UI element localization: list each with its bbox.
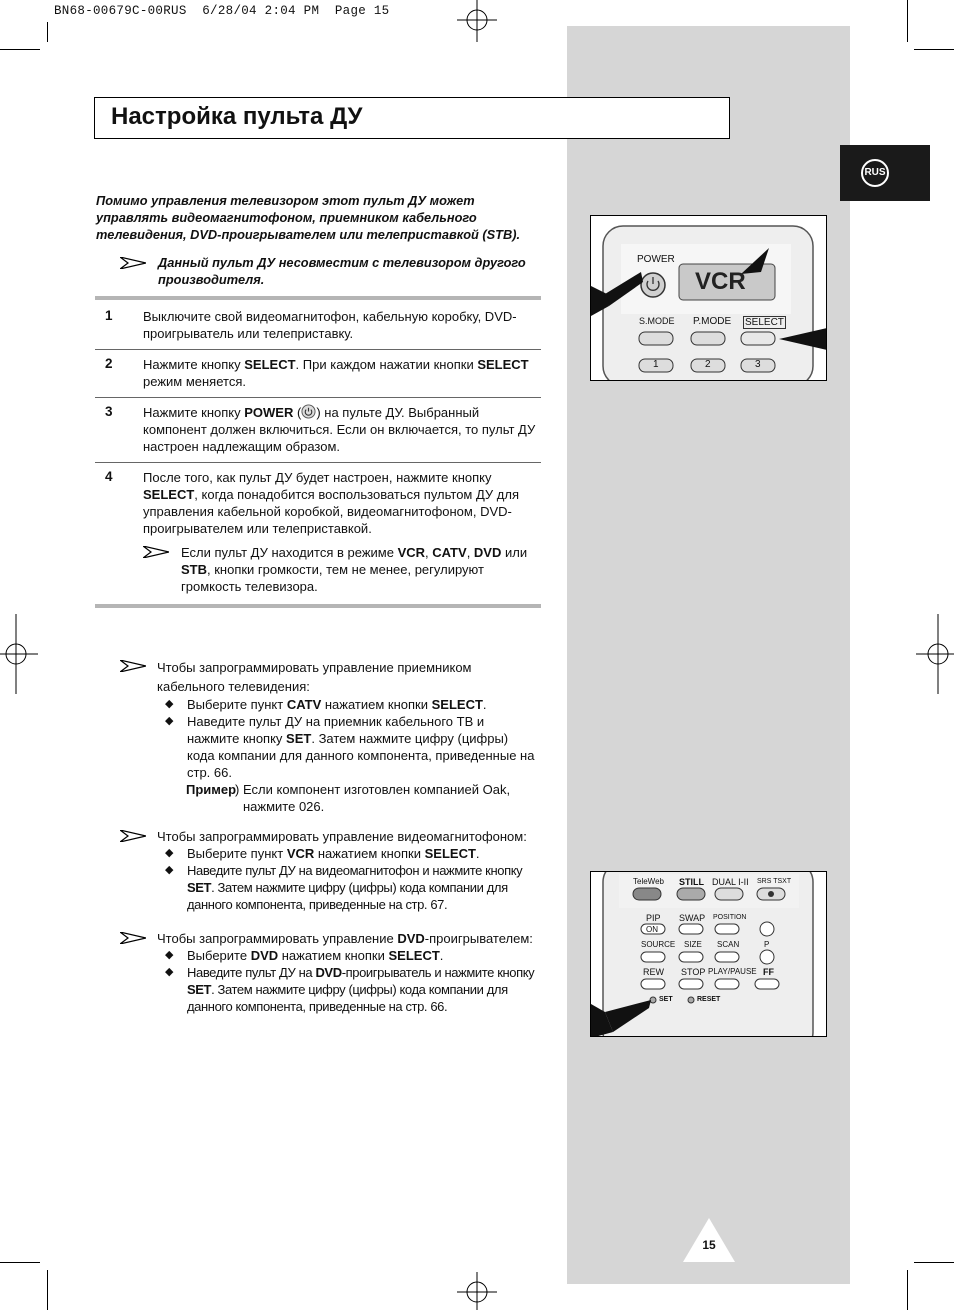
language-badge: RUS: [861, 159, 889, 187]
registration-mark-top: [457, 0, 497, 42]
remote-figure-top: [590, 215, 827, 381]
power-label: POWER: [637, 254, 675, 265]
digit-button[interactable]: 2: [705, 359, 711, 370]
diamond-bullet-icon: ◆: [165, 698, 174, 710]
note-arrow-icon: [120, 660, 146, 672]
remote-illustration: [591, 872, 827, 1037]
step-number: 4: [105, 469, 113, 484]
page-title: Настройка пульта ДУ: [111, 103, 363, 130]
diamond-bullet-icon: ◆: [165, 966, 174, 978]
list-item: ◆ Выберите пункт VCR нажатием кнопки SELECT.: [165, 846, 480, 861]
on-label: ON: [646, 925, 658, 934]
registration-mark-right: [916, 614, 954, 694]
list-item: ◆ Выберите пункт CATV нажатием кнопки SELECT.: [165, 697, 487, 712]
diamond-bullet-icon: ◆: [165, 847, 174, 859]
catv-lead: Чтобы запрограммировать управление приемником кабельного телевидения:: [157, 660, 472, 694]
crop-mark: [907, 0, 908, 42]
print-header: BN68-00679C-00RUS 6/28/04 2:04 PM Page 15: [54, 4, 390, 18]
step-number: 2: [105, 356, 113, 371]
list-item: ◆ Наведите пульт ДУ на видеомагнитофон и нажмите кнопку SET. Затем нажмите цифру (цифры) кода компании для данного компонента, приведенные на стр. 67.: [165, 863, 523, 912]
step-text: После того, как пульт ДУ будет настроен, нажмите кнопку SELECT, когда понадобится воспользоваться пультом ДУ для управления кабельной коробкой, видеомагнитофоном, DVD-проигрывателем или телеприставкой.: [143, 470, 520, 536]
remote-illustration: [591, 216, 827, 381]
crop-mark: [914, 1262, 954, 1263]
teleweb-label: TeleWeb: [633, 877, 664, 886]
dual-label: DUAL I-II: [712, 877, 749, 887]
intro-text: Помимо управления телевизором этот пульт ДУ может управлять видеомагнитофоном, приемником кабельного телевидения, DVD-проигрывателем или телеприставкой (STB).: [96, 193, 521, 242]
diamond-bullet-icon: ◆: [165, 715, 174, 727]
example-text: Если компонент изготовлен компанией Oak, нажмите 026.: [243, 782, 511, 814]
example-label: Пример: [186, 782, 237, 797]
scan-label: SCAN: [717, 940, 740, 949]
note-arrow-icon: [143, 546, 169, 558]
set-label: SET: [659, 996, 673, 1003]
source-label: SOURCE: [641, 940, 676, 949]
stop-label: STOP: [681, 967, 706, 977]
crop-mark: [914, 49, 954, 50]
divider: [95, 462, 541, 463]
dvd-instructions: [157, 930, 542, 1015]
crop-mark: [0, 49, 40, 50]
divider: [95, 604, 541, 608]
pmode-label: P.MODE: [693, 316, 732, 327]
list-item: ◆ Выберите DVD нажатием кнопки SELECT.: [165, 948, 444, 963]
crop-mark: [47, 22, 48, 42]
vcr-lead: Чтобы запрограммировать управление видеомагнитофоном:: [157, 829, 527, 844]
crop-mark: [0, 1262, 40, 1263]
list-item: ◆ Наведите пульт ДУ на DVD-проигрыватель и нажмите кнопку SET. Затем нажмите цифру (цифры) кода компании для данного компонента, приведенные на стр. 66.: [165, 965, 535, 1014]
power-icon: [301, 404, 316, 419]
play-pause-label: PLAY/PAUSE: [708, 967, 757, 976]
select-label: SELECT: [745, 317, 784, 328]
crop-mark: [907, 1270, 908, 1310]
step-text: Нажмите кнопку SELECT. При каждом нажатии кнопки SELECT режим меняется.: [143, 357, 529, 389]
list-item: ◆ Наведите пульт ДУ на приемник кабельного ТВ и нажмите кнопку SET. Затем нажмите цифру (цифры) кода компании для данного компонента, приведенные на стр. 66.: [165, 714, 535, 780]
crop-mark: [47, 1270, 48, 1310]
compatibility-note: Данный пульт ДУ несовместим с телевизором другого производителя.: [158, 255, 526, 287]
note-arrow-icon: [120, 257, 146, 269]
vcr-instructions: [157, 828, 542, 913]
position-label: POSITION: [713, 914, 747, 921]
registration-mark-bottom: [457, 1272, 497, 1310]
page-title-box: [94, 97, 730, 139]
step-number: 3: [105, 404, 113, 419]
step-note: Если пульт ДУ находится в режиме VCR, CATV, DVD или STB, кнопки громкости, тем не менее, регулируют громкость телевизора.: [181, 545, 528, 594]
step-number: 1: [105, 308, 113, 323]
diamond-bullet-icon: ◆: [165, 864, 174, 876]
catv-instructions: [157, 658, 537, 815]
divider: [95, 296, 541, 300]
language-tab: [840, 145, 930, 201]
digit-button[interactable]: 1: [653, 359, 659, 370]
diamond-bullet-icon: ◆: [165, 949, 174, 961]
divider: [95, 397, 541, 398]
digit-button[interactable]: 3: [755, 359, 761, 370]
size-label: SIZE: [684, 940, 702, 949]
rew-label: REW: [643, 967, 664, 977]
example: Пример ) Если компонент изготовлен компанией Oak, нажмите 026.: [186, 782, 511, 814]
page-number: 15: [702, 1238, 716, 1252]
display-mode: VCR: [695, 268, 746, 295]
ff-label: FF: [763, 967, 774, 977]
swap-label: SWAP: [679, 913, 706, 923]
registration-mark-left: [0, 614, 38, 694]
srs-label: SRS TSXT: [757, 878, 792, 885]
note-arrow-icon: [120, 932, 146, 944]
remote-figure-bottom: [590, 871, 827, 1037]
still-label: STILL: [679, 877, 704, 887]
divider: [95, 349, 541, 350]
reset-label: RESET: [697, 996, 721, 1003]
step-text: Выключите свой видеомагнитофон, кабельную коробку, DVD-проигрыватель или телеприставку.: [143, 309, 517, 341]
p-label: P: [764, 940, 770, 949]
pip-label: PIP: [646, 913, 661, 923]
step-text: Нажмите кнопку POWER ( ) на пульте ДУ. Выбранный компонент должен включиться. Если он включается, то пульт ДУ настроен надлежащим образом.: [143, 405, 536, 454]
smode-label: S.MODE: [639, 316, 675, 326]
note-arrow-icon: [120, 830, 146, 842]
dvd-lead: Чтобы запрограммировать управление DVD-проигрывателем:: [157, 931, 533, 946]
